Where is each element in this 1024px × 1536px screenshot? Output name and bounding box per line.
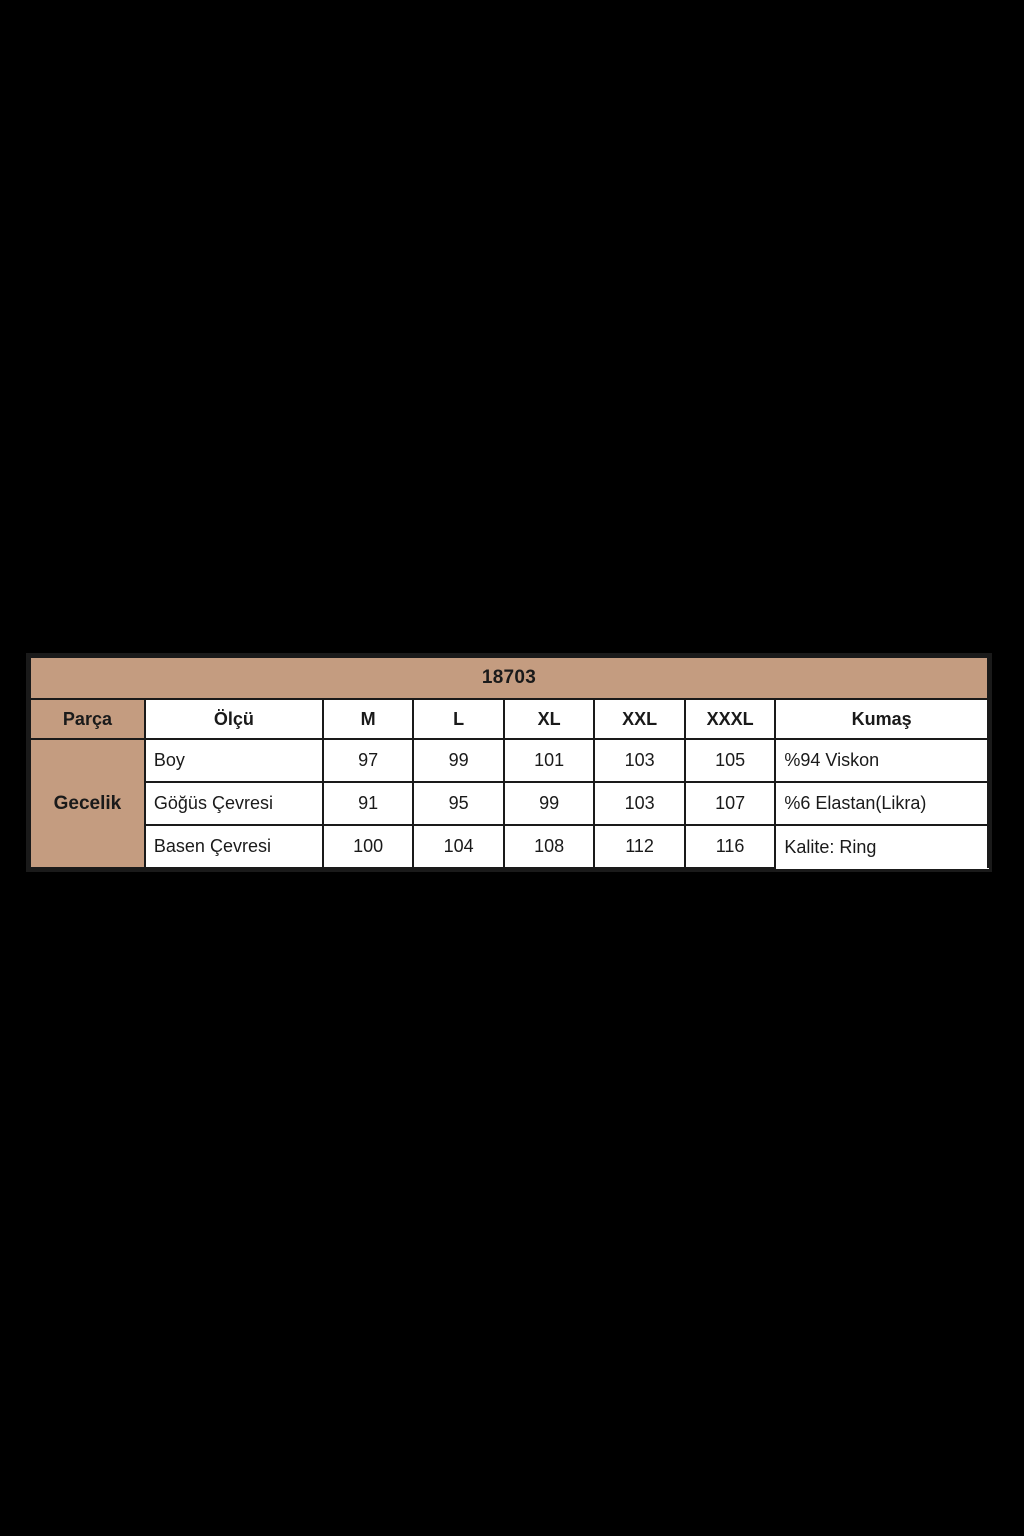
fabric-line-2: %6 Elastan(Likra) [775,782,988,825]
table-row [30,782,988,825]
value-gogus-xl: 99 [504,782,595,825]
table-row [30,825,988,868]
header-parca: Parça [30,699,145,739]
value-basen-l: 104 [413,825,504,868]
header-size-xxxl: XXXL [685,699,776,739]
value-basen-xxl: 112 [594,825,685,868]
table-title-row [30,657,988,699]
measure-label-boy: Boy [145,739,323,782]
measure-label-gogus-cevresi: Göğüs Çevresi [145,782,323,825]
table-row [30,739,988,782]
value-boy-xxxl: 105 [685,739,776,782]
value-gogus-l: 95 [413,782,504,825]
value-basen-xxxl: 116 [685,825,776,868]
size-chart-table-container [26,653,992,872]
value-gogus-xxl: 103 [594,782,685,825]
fabric-line-1: %94 Viskon [775,739,988,782]
value-basen-xl: 108 [504,825,595,868]
value-boy-xl: 101 [504,739,595,782]
value-gogus-m: 91 [323,782,414,825]
header-size-xl: XL [504,699,595,739]
header-olcu: Ölçü [145,699,323,739]
table-header-row [30,699,988,739]
header-kumas: Kumaş [775,699,988,739]
header-size-xxl: XXL [594,699,685,739]
value-boy-xxl: 103 [594,739,685,782]
product-code-title: 18703 [30,657,988,699]
header-size-l: L [413,699,504,739]
measure-label-basen-cevresi: Basen Çevresi [145,825,323,868]
value-boy-m: 97 [323,739,414,782]
value-boy-l: 99 [413,739,504,782]
group-label-gecelik: Gecelik [30,739,145,868]
header-size-m: M [323,699,414,739]
value-gogus-xxxl: 107 [685,782,776,825]
fabric-line-3: Kalite: Ring [775,825,988,868]
value-basen-m: 100 [323,825,414,868]
size-chart-table [29,656,989,869]
